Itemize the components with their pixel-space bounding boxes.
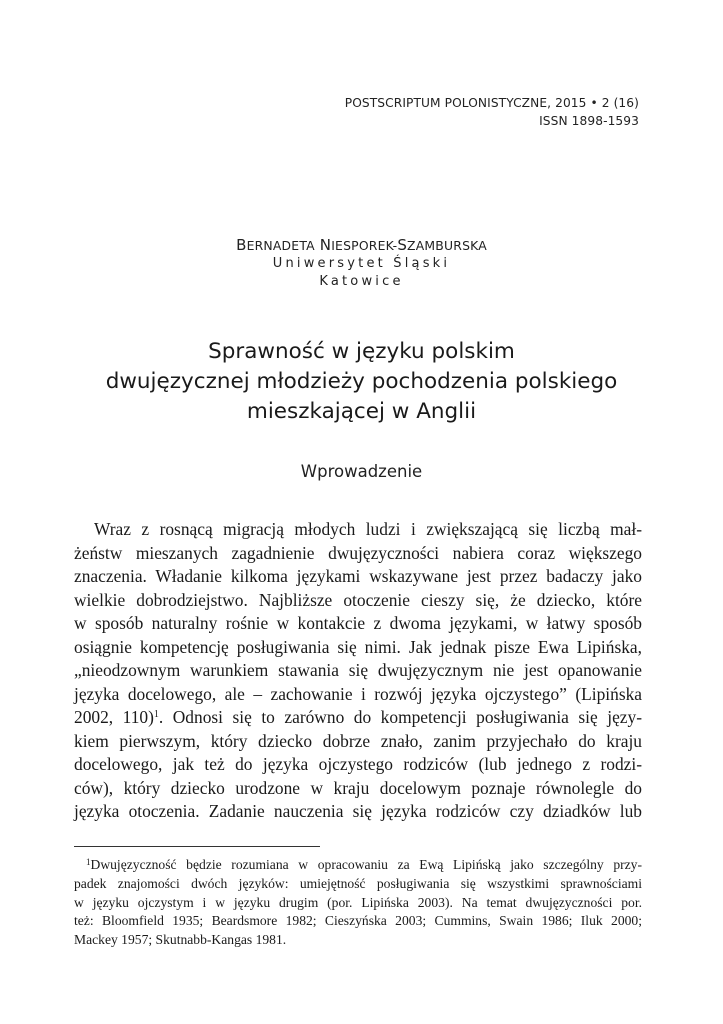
author-surname2-rest: ZAMBURSKA	[407, 238, 487, 253]
article-title	[0, 337, 723, 427]
body-line: docelowego, jak też do języka ojczystego rodziców (lub jednego z rodzi-	[74, 754, 642, 774]
body-line: znaczenia. Władanie kilkoma językami wskazywane jest przez badaczy jako	[74, 566, 642, 586]
body-line: w sposób naturalny rośnie w kontakcie z dwoma językami, w łatwy sposób	[74, 613, 642, 633]
journal-header	[345, 94, 639, 130]
body-text: . Odnosi się to zarówno do kompetencji posługiwania się języ-	[158, 707, 642, 727]
author-name	[0, 236, 723, 255]
body-line: osiągnie kompetencję posługiwania się nimi. Jak jednak pisze Ewa Lipińska,	[74, 636, 642, 657]
author-name-rest: ERNADETA	[246, 238, 315, 253]
footnote-line	[74, 856, 642, 875]
author-surname2-initial: S	[397, 236, 408, 254]
body-line: żeństw mieszanych zagadnienie dwujęzyczności nabiera coraz większego	[74, 542, 642, 563]
body-text: 2002, 110)	[74, 707, 154, 727]
footnote-divider	[74, 846, 320, 847]
issn: ISSN 1898-1593	[539, 114, 639, 128]
footnote-reference[interactable]: 1	[153, 709, 159, 720]
footnote-marker: 1	[86, 857, 91, 867]
footnote-line: też: Bloomfield 1935; Beardsmore 1982; Cieszyńska 2003; Cummins, Swain 1986; Iluk 2000;	[74, 913, 642, 929]
footnote	[74, 856, 642, 950]
author-name-initial: B	[236, 236, 247, 254]
title-line: Sprawność w języku polskim	[208, 339, 515, 364]
body-line	[74, 706, 642, 730]
author-block	[0, 236, 723, 291]
body-line: „nieodzownym warunkiem stawania się dwujęzycznym nie jest opanowanie	[74, 660, 642, 680]
journal-title: POSTSCRIPTUM POLONISTYCZNE, 2015 • 2 (16)	[344, 96, 639, 110]
body-line: języka otoczenia. Zadanie nauczenia się języka rodziców czy dziadków lub	[74, 801, 642, 821]
body-line: Wraz z rosnącą migracją młodych ludzi i zwiększającą się liczbą mał-	[94, 519, 642, 539]
body-line: kiem pierwszym, który dziecko dobrze znało, zanim przyjechało do kraju	[74, 730, 642, 751]
footnote-line: padek znajomości dwóch języków: umiejętność posługiwania się wszystkimi sprawnościami	[74, 875, 642, 891]
body-line: ców), który dziecko urodzone w kraju docelowym poznaje równolegle do	[74, 777, 642, 798]
footnote-line: w języku ojczystym i w języku drugim (por. Lipińska 2003). Na temat dwujęzyczności por.	[74, 894, 642, 910]
author-city: Katowice	[319, 274, 404, 289]
body-line: wielkie dobrodziejstwo. Najbliższe otoczenie cieszy się, że dziecko, które	[74, 589, 642, 610]
footnote-text: Dwujęzyczność będzie rozumiana w opracowaniu za Ewą Lipińską jako szczególny przy-	[90, 857, 642, 872]
title-line: dwujęzycznej młodzieży pochodzenia polskiego	[105, 369, 618, 394]
title-line: mieszkającej w Anglii	[246, 399, 477, 424]
author-surname-initial: N	[319, 236, 332, 254]
body-line: języka docelowego, ale – zachowanie i rozwój języka ojczystego” (Lipińska	[74, 683, 642, 704]
footnote-line: Mackey 1957; Skutnabb-Kangas 1981.	[74, 932, 287, 948]
section-heading: Wprowadzenie	[300, 462, 423, 481]
author-affiliation: Uniwersytet Śląski	[272, 256, 451, 271]
body-paragraph	[74, 518, 642, 824]
author-surname-rest: IESPOREK-	[331, 238, 398, 253]
